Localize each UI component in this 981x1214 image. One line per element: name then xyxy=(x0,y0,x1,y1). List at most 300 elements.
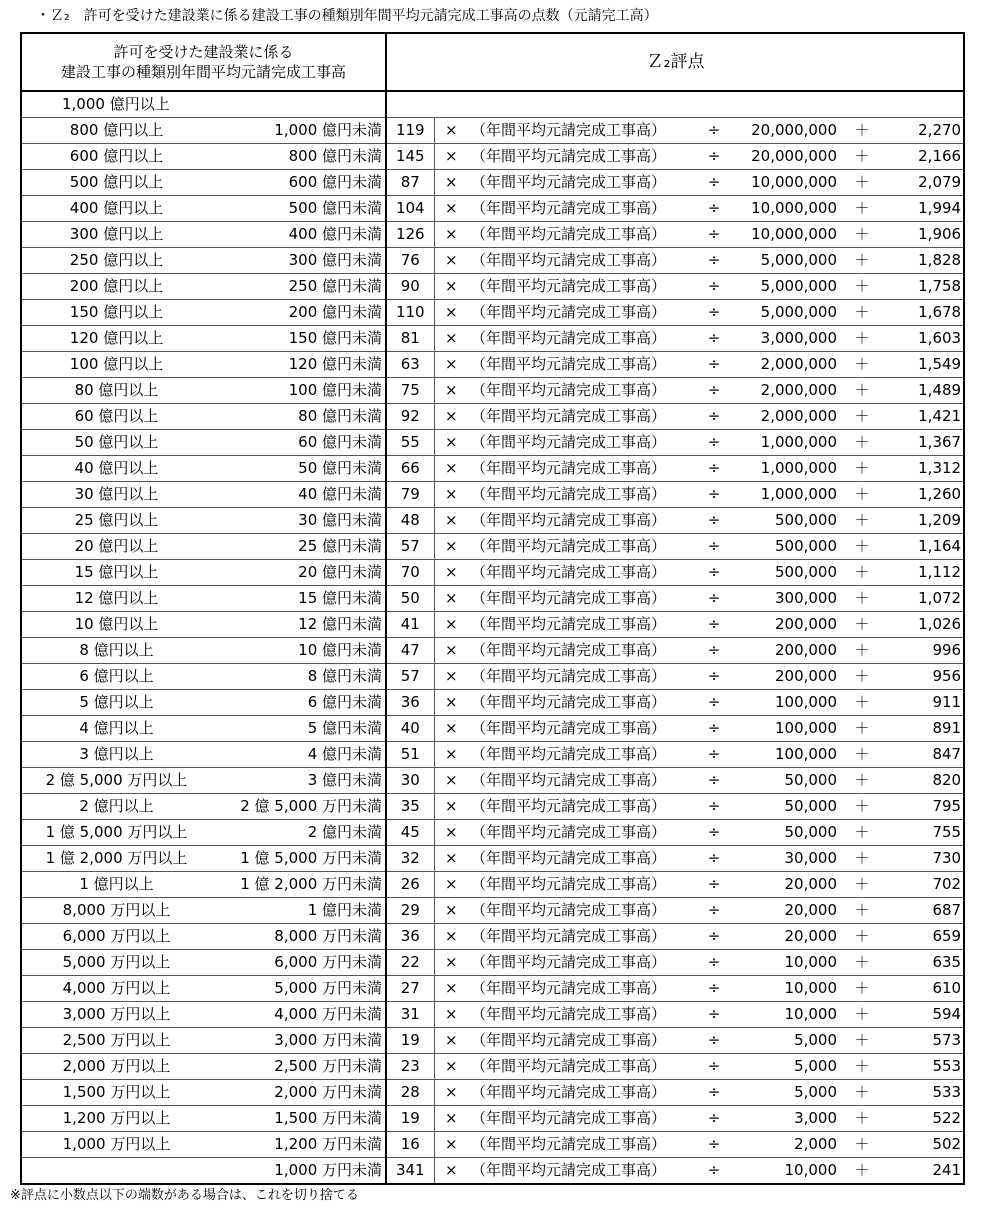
range-lower: 1 億円以上 xyxy=(21,872,211,898)
table-row xyxy=(21,534,964,560)
times-symbol: × xyxy=(434,1106,468,1132)
times-symbol: × xyxy=(434,1028,468,1054)
table-row xyxy=(21,742,964,768)
range-upper: 200 億円未満 xyxy=(211,300,386,326)
times-symbol: × xyxy=(434,222,468,248)
range-upper: 1 億円未満 xyxy=(211,898,386,924)
expression-text: （年間平均元請完成工事高） xyxy=(468,352,698,378)
divide-symbol: ÷ xyxy=(698,534,730,560)
divide-symbol: ÷ xyxy=(698,508,730,534)
plus-symbol: ＋ xyxy=(840,430,884,456)
range-lower: 1,200 万円以上 xyxy=(21,1106,211,1132)
table-row xyxy=(21,820,964,846)
denominator: 500,000 xyxy=(730,560,840,586)
divide-symbol: ÷ xyxy=(698,664,730,690)
times-symbol: × xyxy=(434,1080,468,1106)
table-row xyxy=(21,274,964,300)
coefficient: 45 xyxy=(386,820,434,846)
times-symbol: × xyxy=(434,508,468,534)
score-constant: 795 xyxy=(884,794,964,820)
denominator: 10,000,000 xyxy=(730,222,840,248)
score-constant: 1,072 xyxy=(884,586,964,612)
coefficient: 36 xyxy=(386,690,434,716)
coefficient: 35 xyxy=(386,794,434,820)
denominator: 3,000 xyxy=(730,1106,840,1132)
times-symbol: × xyxy=(434,560,468,586)
times-symbol: × xyxy=(434,482,468,508)
expression-text: （年間平均元請完成工事高） xyxy=(468,508,698,534)
table-row xyxy=(21,430,964,456)
range-upper: 4,000 万円未満 xyxy=(211,1002,386,1028)
range-upper xyxy=(211,91,386,118)
score-constant: 1,260 xyxy=(884,482,964,508)
expression-text: （年間平均元請完成工事高） xyxy=(468,872,698,898)
divide-symbol: ÷ xyxy=(698,586,730,612)
denominator: 10,000 xyxy=(730,950,840,976)
range-lower: 5,000 万円以上 xyxy=(21,950,211,976)
expression-text: （年間平均元請完成工事高） xyxy=(468,742,698,768)
times-symbol: × xyxy=(434,664,468,690)
plus-symbol: ＋ xyxy=(840,1132,884,1158)
times-symbol: × xyxy=(434,300,468,326)
formula-blank xyxy=(386,91,964,118)
score-constant: 956 xyxy=(884,664,964,690)
divide-symbol: ÷ xyxy=(698,482,730,508)
divide-symbol: ÷ xyxy=(698,612,730,638)
plus-symbol: ＋ xyxy=(840,768,884,794)
score-constant: 610 xyxy=(884,976,964,1002)
denominator: 2,000 xyxy=(730,1132,840,1158)
denominator: 50,000 xyxy=(730,794,840,820)
plus-symbol: ＋ xyxy=(840,690,884,716)
coefficient: 19 xyxy=(386,1106,434,1132)
table-row xyxy=(21,976,964,1002)
divide-symbol: ÷ xyxy=(698,196,730,222)
denominator: 20,000 xyxy=(730,924,840,950)
coefficient: 29 xyxy=(386,898,434,924)
times-symbol: × xyxy=(434,144,468,170)
coefficient: 36 xyxy=(386,924,434,950)
score-constant: 1,421 xyxy=(884,404,964,430)
plus-symbol: ＋ xyxy=(840,950,884,976)
expression-text: （年間平均元請完成工事高） xyxy=(468,560,698,586)
plus-symbol: ＋ xyxy=(840,898,884,924)
divide-symbol: ÷ xyxy=(698,560,730,586)
plus-symbol: ＋ xyxy=(840,1158,884,1185)
times-symbol: × xyxy=(434,742,468,768)
range-upper: 800 億円未満 xyxy=(211,144,386,170)
range-lower: 2,000 万円以上 xyxy=(21,1054,211,1080)
range-upper: 120 億円未満 xyxy=(211,352,386,378)
range-lower: 2 億 5,000 万円以上 xyxy=(21,768,211,794)
table-row xyxy=(21,196,964,222)
plus-symbol: ＋ xyxy=(840,716,884,742)
divide-symbol: ÷ xyxy=(698,248,730,274)
coefficient: 119 xyxy=(386,118,434,144)
denominator: 1,000,000 xyxy=(730,456,840,482)
plus-symbol: ＋ xyxy=(840,638,884,664)
expression-text: （年間平均元請完成工事高） xyxy=(468,196,698,222)
expression-text: （年間平均元請完成工事高） xyxy=(468,924,698,950)
range-upper: 15 億円未満 xyxy=(211,586,386,612)
coefficient: 126 xyxy=(386,222,434,248)
expression-text: （年間平均元請完成工事高） xyxy=(468,794,698,820)
range-upper: 5,000 万円未満 xyxy=(211,976,386,1002)
times-symbol: × xyxy=(434,846,468,872)
table-row xyxy=(21,690,964,716)
plus-symbol: ＋ xyxy=(840,1028,884,1054)
range-upper: 1,500 万円未満 xyxy=(211,1106,386,1132)
score-constant: 1,828 xyxy=(884,248,964,274)
score-constant: 687 xyxy=(884,898,964,924)
range-lower: 3 億円以上 xyxy=(21,742,211,768)
expression-text: （年間平均元請完成工事高） xyxy=(468,950,698,976)
expression-text: （年間平均元請完成工事高） xyxy=(468,612,698,638)
denominator: 2,000,000 xyxy=(730,378,840,404)
divide-symbol: ÷ xyxy=(698,300,730,326)
divide-symbol: ÷ xyxy=(698,326,730,352)
divide-symbol: ÷ xyxy=(698,950,730,976)
denominator: 2,000,000 xyxy=(730,404,840,430)
coefficient: 26 xyxy=(386,872,434,898)
divide-symbol: ÷ xyxy=(698,456,730,482)
plus-symbol: ＋ xyxy=(840,872,884,898)
expression-text: （年間平均元請完成工事高） xyxy=(468,482,698,508)
range-lower: 20 億円以上 xyxy=(21,534,211,560)
times-symbol: × xyxy=(434,274,468,300)
table-row xyxy=(21,560,964,586)
range-upper: 80 億円未満 xyxy=(211,404,386,430)
range-upper: 250 億円未満 xyxy=(211,274,386,300)
coefficient: 87 xyxy=(386,170,434,196)
table-row xyxy=(21,638,964,664)
times-symbol: × xyxy=(434,924,468,950)
denominator: 500,000 xyxy=(730,534,840,560)
table-row xyxy=(21,1028,964,1054)
score-constant: 911 xyxy=(884,690,964,716)
divide-symbol: ÷ xyxy=(698,768,730,794)
expression-text: （年間平均元請完成工事高） xyxy=(468,1158,698,1185)
plus-symbol: ＋ xyxy=(840,820,884,846)
coefficient: 63 xyxy=(386,352,434,378)
denominator: 2,000,000 xyxy=(730,352,840,378)
plus-symbol: ＋ xyxy=(840,1002,884,1028)
expression-text: （年間平均元請完成工事高） xyxy=(468,144,698,170)
table-row xyxy=(21,352,964,378)
coefficient: 57 xyxy=(386,664,434,690)
table-row xyxy=(21,1106,964,1132)
divide-symbol: ÷ xyxy=(698,1054,730,1080)
table-row xyxy=(21,170,964,196)
expression-text: （年間平均元請完成工事高） xyxy=(468,1106,698,1132)
score-constant: 533 xyxy=(884,1080,964,1106)
range-upper: 400 億円未満 xyxy=(211,222,386,248)
denominator: 20,000 xyxy=(730,872,840,898)
times-symbol: × xyxy=(434,716,468,742)
plus-symbol: ＋ xyxy=(840,586,884,612)
coefficient: 47 xyxy=(386,638,434,664)
coefficient: 50 xyxy=(386,586,434,612)
range-upper: 8 億円未満 xyxy=(211,664,386,690)
score-constant: 2,079 xyxy=(884,170,964,196)
denominator: 200,000 xyxy=(730,664,840,690)
expression-text: （年間平均元請完成工事高） xyxy=(468,1132,698,1158)
expression-text: （年間平均元請完成工事高） xyxy=(468,1002,698,1028)
range-lower xyxy=(21,1158,211,1185)
score-constant: 1,026 xyxy=(884,612,964,638)
table-row xyxy=(21,716,964,742)
plus-symbol: ＋ xyxy=(840,170,884,196)
range-upper: 20 億円未満 xyxy=(211,560,386,586)
table-row xyxy=(21,1080,964,1106)
table-row xyxy=(21,794,964,820)
times-symbol: × xyxy=(434,612,468,638)
plus-symbol: ＋ xyxy=(840,794,884,820)
table-row xyxy=(21,508,964,534)
range-lower: 1,000 万円以上 xyxy=(21,1132,211,1158)
expression-text: （年間平均元請完成工事高） xyxy=(468,274,698,300)
coefficient: 92 xyxy=(386,404,434,430)
range-lower: 80 億円以上 xyxy=(21,378,211,404)
divide-symbol: ÷ xyxy=(698,144,730,170)
divide-symbol: ÷ xyxy=(698,924,730,950)
denominator: 5,000 xyxy=(730,1028,840,1054)
coefficient: 90 xyxy=(386,274,434,300)
table-body xyxy=(21,91,964,1184)
denominator: 100,000 xyxy=(730,742,840,768)
range-lower: 500 億円以上 xyxy=(21,170,211,196)
range-lower: 4 億円以上 xyxy=(21,716,211,742)
coefficient: 40 xyxy=(386,716,434,742)
score-constant: 730 xyxy=(884,846,964,872)
times-symbol: × xyxy=(434,534,468,560)
table-row xyxy=(21,378,964,404)
table-row xyxy=(21,248,964,274)
divide-symbol: ÷ xyxy=(698,118,730,144)
plus-symbol: ＋ xyxy=(840,924,884,950)
range-lower: 120 億円以上 xyxy=(21,326,211,352)
range-upper: 8,000 万円未満 xyxy=(211,924,386,950)
expression-text: （年間平均元請完成工事高） xyxy=(468,898,698,924)
divide-symbol: ÷ xyxy=(698,1002,730,1028)
divide-symbol: ÷ xyxy=(698,846,730,872)
score-constant: 820 xyxy=(884,768,964,794)
times-symbol: × xyxy=(434,872,468,898)
coefficient: 70 xyxy=(386,560,434,586)
range-upper: 1,200 万円未満 xyxy=(211,1132,386,1158)
coefficient: 19 xyxy=(386,1028,434,1054)
times-symbol: × xyxy=(434,456,468,482)
range-lower: 3,000 万円以上 xyxy=(21,1002,211,1028)
expression-text: （年間平均元請完成工事高） xyxy=(468,846,698,872)
range-lower: 30 億円以上 xyxy=(21,482,211,508)
score-constant: 2,270 xyxy=(884,118,964,144)
table-row xyxy=(21,664,964,690)
table-row xyxy=(21,482,964,508)
coefficient: 22 xyxy=(386,950,434,976)
score-constant: 241 xyxy=(884,1158,964,1185)
denominator: 10,000 xyxy=(730,1002,840,1028)
range-upper: 25 億円未満 xyxy=(211,534,386,560)
range-lower: 8 億円以上 xyxy=(21,638,211,664)
header-range-line2: 建設工事の種類別年間平均元請完成工事高 xyxy=(61,63,347,81)
expression-text: （年間平均元請完成工事高） xyxy=(468,1080,698,1106)
divide-symbol: ÷ xyxy=(698,794,730,820)
denominator: 5,000 xyxy=(730,1054,840,1080)
plus-symbol: ＋ xyxy=(840,300,884,326)
expression-text: （年間平均元請完成工事高） xyxy=(468,690,698,716)
plus-symbol: ＋ xyxy=(840,118,884,144)
times-symbol: × xyxy=(434,352,468,378)
score-constant: 1,489 xyxy=(884,378,964,404)
coefficient: 104 xyxy=(386,196,434,222)
score-constant: 1,678 xyxy=(884,300,964,326)
plus-symbol: ＋ xyxy=(840,976,884,1002)
plus-symbol: ＋ xyxy=(840,1054,884,1080)
range-upper: 300 億円未満 xyxy=(211,248,386,274)
times-symbol: × xyxy=(434,326,468,352)
range-lower: 40 億円以上 xyxy=(21,456,211,482)
plus-symbol: ＋ xyxy=(840,352,884,378)
range-lower: 150 億円以上 xyxy=(21,300,211,326)
range-lower: 6,000 万円以上 xyxy=(21,924,211,950)
coefficient: 145 xyxy=(386,144,434,170)
score-constant: 1,906 xyxy=(884,222,964,248)
range-upper: 30 億円未満 xyxy=(211,508,386,534)
range-upper: 1 億 2,000 万円未満 xyxy=(211,872,386,898)
plus-symbol: ＋ xyxy=(840,378,884,404)
range-lower: 1 億 5,000 万円以上 xyxy=(21,820,211,846)
expression-text: （年間平均元請完成工事高） xyxy=(468,638,698,664)
range-upper: 6,000 万円未満 xyxy=(211,950,386,976)
range-upper: 2,500 万円未満 xyxy=(211,1054,386,1080)
denominator: 5,000 xyxy=(730,1080,840,1106)
divide-symbol: ÷ xyxy=(698,352,730,378)
coefficient: 81 xyxy=(386,326,434,352)
z2-score-table xyxy=(20,32,965,1185)
range-upper: 100 億円未満 xyxy=(211,378,386,404)
table-row xyxy=(21,91,964,118)
divide-symbol: ÷ xyxy=(698,1158,730,1185)
table-row xyxy=(21,144,964,170)
range-lower: 100 億円以上 xyxy=(21,352,211,378)
score-constant: 1,367 xyxy=(884,430,964,456)
range-lower: 300 億円以上 xyxy=(21,222,211,248)
denominator: 100,000 xyxy=(730,690,840,716)
table-row xyxy=(21,612,964,638)
times-symbol: × xyxy=(434,898,468,924)
score-constant: 1,112 xyxy=(884,560,964,586)
times-symbol: × xyxy=(434,1054,468,1080)
denominator: 50,000 xyxy=(730,820,840,846)
expression-text: （年間平均元請完成工事高） xyxy=(468,456,698,482)
denominator: 1,000,000 xyxy=(730,482,840,508)
expression-text: （年間平均元請完成工事高） xyxy=(468,586,698,612)
denominator: 10,000 xyxy=(730,1158,840,1185)
denominator: 50,000 xyxy=(730,768,840,794)
plus-symbol: ＋ xyxy=(840,144,884,170)
coefficient: 32 xyxy=(386,846,434,872)
plus-symbol: ＋ xyxy=(840,560,884,586)
score-constant: 573 xyxy=(884,1028,964,1054)
score-constant: 891 xyxy=(884,716,964,742)
denominator: 20,000 xyxy=(730,898,840,924)
header-z2-score: Ｚ₂評点 xyxy=(386,33,964,91)
divide-symbol: ÷ xyxy=(698,820,730,846)
score-constant: 1,164 xyxy=(884,534,964,560)
coefficient: 79 xyxy=(386,482,434,508)
score-constant: 635 xyxy=(884,950,964,976)
table-row xyxy=(21,1054,964,1080)
denominator: 300,000 xyxy=(730,586,840,612)
header-range-line1: 許可を受けた建設業に係る xyxy=(113,43,294,61)
denominator: 5,000,000 xyxy=(730,274,840,300)
score-constant: 1,994 xyxy=(884,196,964,222)
divide-symbol: ÷ xyxy=(698,742,730,768)
expression-text: （年間平均元請完成工事高） xyxy=(468,378,698,404)
divide-symbol: ÷ xyxy=(698,976,730,1002)
table-row xyxy=(21,118,964,144)
range-upper: 6 億円未満 xyxy=(211,690,386,716)
coefficient: 75 xyxy=(386,378,434,404)
divide-symbol: ÷ xyxy=(698,1080,730,1106)
expression-text: （年間平均元請完成工事高） xyxy=(468,1054,698,1080)
score-constant: 702 xyxy=(884,872,964,898)
table-row xyxy=(21,300,964,326)
coefficient: 55 xyxy=(386,430,434,456)
expression-text: （年間平均元請完成工事高） xyxy=(468,664,698,690)
denominator: 30,000 xyxy=(730,846,840,872)
denominator: 100,000 xyxy=(730,716,840,742)
expression-text: （年間平均元請完成工事高） xyxy=(468,820,698,846)
times-symbol: × xyxy=(434,196,468,222)
range-lower: 1 億 2,000 万円以上 xyxy=(21,846,211,872)
times-symbol: × xyxy=(434,430,468,456)
range-upper: 1,000 億円未満 xyxy=(211,118,386,144)
divide-symbol: ÷ xyxy=(698,872,730,898)
plus-symbol: ＋ xyxy=(840,482,884,508)
divide-symbol: ÷ xyxy=(698,716,730,742)
range-upper: 500 億円未満 xyxy=(211,196,386,222)
coefficient: 76 xyxy=(386,248,434,274)
divide-symbol: ÷ xyxy=(698,274,730,300)
divide-symbol: ÷ xyxy=(698,898,730,924)
table-row xyxy=(21,1132,964,1158)
plus-symbol: ＋ xyxy=(840,222,884,248)
table-row xyxy=(21,586,964,612)
plus-symbol: ＋ xyxy=(840,404,884,430)
times-symbol: × xyxy=(434,690,468,716)
denominator: 20,000,000 xyxy=(730,144,840,170)
denominator: 20,000,000 xyxy=(730,118,840,144)
coefficient: 110 xyxy=(386,300,434,326)
score-constant: 2,166 xyxy=(884,144,964,170)
range-lower: 1,000 億円以上 xyxy=(21,91,211,118)
divide-symbol: ÷ xyxy=(698,170,730,196)
expression-text: （年間平均元請完成工事高） xyxy=(468,326,698,352)
plus-symbol: ＋ xyxy=(840,508,884,534)
divide-symbol: ÷ xyxy=(698,430,730,456)
table-row xyxy=(21,456,964,482)
times-symbol: × xyxy=(434,586,468,612)
denominator: 3,000,000 xyxy=(730,326,840,352)
score-constant: 1,209 xyxy=(884,508,964,534)
range-upper: 3,000 万円未満 xyxy=(211,1028,386,1054)
range-lower: 10 億円以上 xyxy=(21,612,211,638)
score-constant: 1,549 xyxy=(884,352,964,378)
times-symbol: × xyxy=(434,404,468,430)
divide-symbol: ÷ xyxy=(698,1106,730,1132)
